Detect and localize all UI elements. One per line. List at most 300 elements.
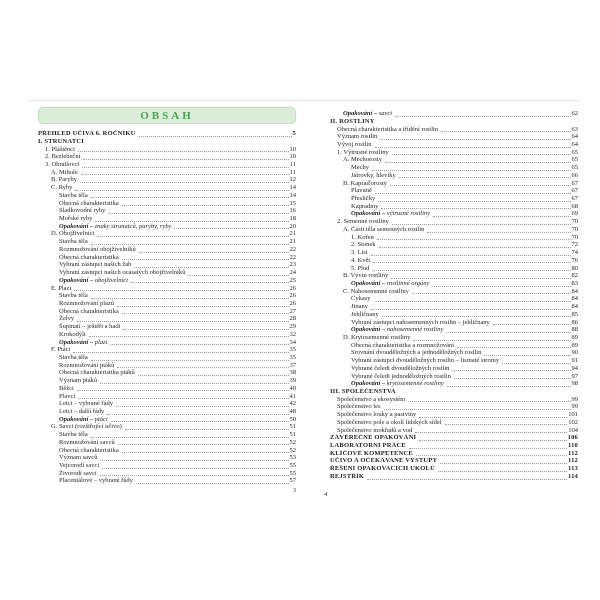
dot-leader xyxy=(413,340,570,341)
entry-page-number: 113 xyxy=(568,465,578,473)
entry-label: Obecná charakteristika a třídění rostlin xyxy=(337,125,439,133)
entry-page-number: 57 xyxy=(289,477,296,485)
entry-label: Obecná charakteristika xyxy=(59,253,119,261)
entry-label: Vybraní zástupci našich žab xyxy=(59,261,132,269)
toc-entry xyxy=(38,331,296,339)
dot-leader xyxy=(419,440,566,441)
dot-leader xyxy=(100,475,289,476)
entry-page-number: 28 xyxy=(289,315,296,323)
entry-page-number: 104 xyxy=(568,426,578,434)
toc-entry xyxy=(330,473,578,481)
toc-entry xyxy=(330,342,578,350)
toc-entry xyxy=(38,277,296,285)
entry-page-number: 70 xyxy=(571,218,578,226)
entry-page-number: 42 xyxy=(289,400,296,408)
toc-entry xyxy=(38,223,296,231)
dot-leader xyxy=(110,344,288,345)
dot-leader xyxy=(102,468,288,469)
entry-label: Vybrané čeledi jednoděložných rostlin xyxy=(351,372,451,380)
dot-leader xyxy=(371,255,571,256)
entry-page-number: 38 xyxy=(289,369,296,377)
toc-entry xyxy=(38,138,296,146)
dot-leader xyxy=(390,185,571,186)
dot-leader xyxy=(117,367,288,368)
entry-label: Opakování – nahosemenné rostliny xyxy=(351,326,444,334)
entry-page-number: 41 xyxy=(289,392,296,400)
entry-label: Játrovky, hlevíky xyxy=(351,171,396,179)
toc-entry xyxy=(330,434,578,442)
toc-entry xyxy=(38,145,296,153)
toc-entry xyxy=(330,218,578,226)
toc-entry xyxy=(330,125,578,133)
dot-leader xyxy=(107,414,288,415)
entry-label: Letci – další řády xyxy=(59,408,105,415)
dot-leader xyxy=(139,136,292,137)
entry-label: 4. Květ xyxy=(351,256,371,264)
entry-page-number: 22 xyxy=(289,245,296,253)
toc-entry xyxy=(38,308,296,316)
entry-label: A. Části těla semenných rostlin xyxy=(343,225,425,233)
entry-page-number: 99 xyxy=(571,395,578,403)
dot-leader xyxy=(440,463,567,464)
entry-page-number: 63 xyxy=(571,125,578,133)
dot-leader xyxy=(74,290,288,291)
toc-entry xyxy=(38,408,296,416)
entry-label: Obecná charakteristika xyxy=(59,446,119,454)
toc-entry xyxy=(38,400,296,408)
dot-leader xyxy=(139,252,289,253)
entry-label: Placentálové – vybrané řády xyxy=(59,477,133,485)
dot-leader xyxy=(375,193,571,194)
entry-page-number: 62 xyxy=(571,110,578,118)
dot-leader xyxy=(77,390,289,391)
entry-page-number: 14 xyxy=(289,184,296,192)
toc-entry xyxy=(330,234,578,242)
entry-label: Opakování – znaky strunatců, paryby, ryby xyxy=(59,222,172,230)
entry-label: 2. Stonek xyxy=(351,241,376,249)
entry-label: Opakování – výtrusné rostliny xyxy=(351,210,431,218)
entry-label: Společenstvo les xyxy=(337,403,381,411)
dot-leader xyxy=(452,370,570,371)
dot-leader xyxy=(419,417,567,418)
entry-label: A. Mechorosty xyxy=(343,156,382,164)
dot-leader xyxy=(123,329,288,330)
entry-page-number: 35 xyxy=(289,346,296,354)
dot-leader xyxy=(371,309,571,310)
dot-leader xyxy=(174,228,288,229)
entry-label: Společenstvo a ekosystém xyxy=(337,395,406,403)
entry-label: Obecná charakteristika xyxy=(59,307,119,315)
entry-page-number: 12 xyxy=(289,176,296,184)
toc-entry xyxy=(38,284,296,292)
toc-entry xyxy=(330,442,578,450)
toc-entry xyxy=(330,226,578,234)
toc-entry xyxy=(330,396,578,404)
dot-leader xyxy=(384,409,571,410)
toc-entry xyxy=(330,172,578,180)
dot-leader xyxy=(445,424,568,425)
entry-label: Vybraní zástupci našich ocasatých obojživelníků xyxy=(59,269,186,277)
toc-entry xyxy=(38,454,296,462)
entry-label: B. Paryby xyxy=(51,176,77,184)
entry-label: Opakování – savci xyxy=(343,110,393,118)
dot-leader xyxy=(416,455,567,456)
toc-entry xyxy=(330,210,578,218)
entry-page-number: 11 xyxy=(289,168,296,176)
dot-leader xyxy=(116,406,289,407)
entry-label: E. Plazi xyxy=(51,284,72,292)
toc-entry xyxy=(330,241,578,249)
entry-label: Rozmnožování savců xyxy=(59,438,115,446)
entry-page-number: 86 xyxy=(571,318,578,326)
dot-leader xyxy=(100,383,288,384)
dot-leader xyxy=(122,313,289,314)
toc-entry xyxy=(330,118,578,126)
entry-label: C. Ryby xyxy=(51,184,73,192)
entry-page-number: 72 xyxy=(571,241,578,249)
dot-leader xyxy=(438,471,567,472)
entry-label: Obecná charakteristika ptáků xyxy=(59,369,135,377)
entry-label: Mořské ryby xyxy=(59,215,93,223)
entry-page-number: 32 xyxy=(289,330,296,338)
entry-page-number: 85 xyxy=(571,310,578,318)
dot-leader xyxy=(446,332,570,333)
toc-entry xyxy=(38,215,296,223)
entry-label: D. Obojživelníci xyxy=(51,230,95,238)
entry-page-number: 91 xyxy=(571,357,578,365)
entry-label: Stavba těla xyxy=(59,431,88,439)
toc-entry xyxy=(38,354,296,362)
entry-page-number: 23 xyxy=(289,261,296,269)
dot-leader xyxy=(385,162,571,163)
entry-label: B. Kapraďorosty xyxy=(343,179,387,187)
toc-list xyxy=(38,130,296,485)
entry-page-number: 110 xyxy=(568,442,578,450)
toc-entry xyxy=(330,403,578,411)
entry-page-number: 70 xyxy=(571,225,578,233)
toc-entry xyxy=(38,431,296,439)
dot-leader xyxy=(95,221,288,222)
entry-page-number: 51 xyxy=(289,431,296,439)
entry-label: 2. Semenné rostliny xyxy=(337,218,389,226)
toc-entry xyxy=(330,465,578,473)
entry-page-number: 24 xyxy=(289,269,296,277)
dot-leader xyxy=(502,363,570,364)
entry-page-number: 112 xyxy=(568,449,578,457)
entry-page-number: 112 xyxy=(568,457,578,465)
toc-list xyxy=(330,110,578,481)
entry-page-number: 69 xyxy=(571,210,578,218)
toc-entry xyxy=(330,388,578,396)
toc-entry xyxy=(38,192,296,200)
toc-entry xyxy=(38,439,296,447)
dot-leader xyxy=(111,421,289,422)
toc-entry xyxy=(330,257,578,265)
folio-left: 3 xyxy=(292,487,296,494)
entry-label: Opakování – rostlinné orgány xyxy=(351,279,430,287)
entry-label: Vybraní zástupci nahosemenných rostlin – jehličnany xyxy=(351,318,490,326)
toc-entry xyxy=(330,450,578,458)
dot-leader xyxy=(122,452,289,453)
dot-leader xyxy=(118,444,289,445)
entry-page-number: 18 xyxy=(289,215,296,223)
toc-entry xyxy=(330,365,578,373)
dot-leader xyxy=(392,154,571,155)
entry-label: Obecná charakteristika xyxy=(59,199,119,207)
entry-page-number: 52 xyxy=(289,446,296,454)
entry-label: Vybrané čeledi dvouděložných rostlin xyxy=(351,364,450,372)
toc-entry xyxy=(330,457,578,465)
toc-entry xyxy=(330,187,578,195)
entry-label: Význam savců xyxy=(59,454,98,462)
dot-leader xyxy=(380,139,570,140)
entry-label: ŘEŠENÍ OPAKOVACÍCH ÚKOLŮ xyxy=(330,465,435,473)
entry-page-number: 35 xyxy=(289,353,296,361)
entry-label: D. Krytosemenné rostliny xyxy=(343,333,411,341)
dot-leader xyxy=(375,147,571,148)
toc-entry xyxy=(38,315,296,323)
entry-page-number: 76 xyxy=(571,256,578,264)
entry-label: Společenstvo mokřadů a vod xyxy=(337,426,413,434)
toc-entry xyxy=(38,446,296,454)
toc-entry xyxy=(330,303,578,311)
dot-leader xyxy=(454,378,571,379)
dot-leader xyxy=(73,352,288,353)
entry-page-number: 27 xyxy=(289,307,296,315)
toc-entry xyxy=(330,411,578,419)
dot-leader xyxy=(372,170,570,171)
entry-label: Obecná charakteristika a rozmnožování xyxy=(351,341,455,349)
dot-leader xyxy=(433,216,570,217)
dot-leader xyxy=(412,293,571,294)
entry-label: Kapradiny xyxy=(351,202,379,210)
toc-entry xyxy=(38,477,296,485)
entry-page-number: 26 xyxy=(289,284,296,292)
toc-entry xyxy=(38,362,296,370)
entry-label: Význam ptáků xyxy=(59,377,98,385)
entry-page-number: 21 xyxy=(289,238,296,246)
entry-label: Plavuně xyxy=(351,187,372,195)
entry-label: Společenstvo louky a pastviny xyxy=(337,411,417,419)
entry-page-number: 70 xyxy=(571,233,578,241)
entry-page-number: 10 xyxy=(289,153,296,161)
toc-entry xyxy=(330,110,578,118)
dot-leader xyxy=(89,336,289,337)
entry-page-number: 88 xyxy=(571,326,578,334)
entry-label: Vejcorodí savci xyxy=(59,462,100,470)
dot-leader xyxy=(91,244,289,245)
entry-label: KLÍČOVÉ KOMPETENCE xyxy=(330,449,413,457)
entry-label: UČIVO A OČEKÁVANÉ VÝSTUPY xyxy=(330,457,438,465)
entry-page-number: 48 xyxy=(289,408,296,415)
entry-page-number: 89 xyxy=(571,333,578,341)
entry-label: Význam rostlin xyxy=(337,133,378,141)
dot-leader xyxy=(91,197,289,198)
entry-page-number: 55 xyxy=(289,462,296,470)
toc-entry xyxy=(38,254,296,262)
toc-entry xyxy=(330,195,578,203)
toc-entry xyxy=(330,288,578,296)
entry-label: PŘEHLED UČIVA 6. ROČNÍKU xyxy=(38,130,136,138)
entry-label: Rozmnožování obojživelníků xyxy=(59,245,136,253)
dot-leader xyxy=(122,259,289,260)
entry-page-number: 5 xyxy=(292,130,296,138)
toc-entry xyxy=(330,280,578,288)
entry-page-number: 52 xyxy=(289,438,296,446)
entry-page-number: 67 xyxy=(571,195,578,203)
entry-page-number: 26 xyxy=(289,292,296,300)
entry-label: REJSTŘÍK xyxy=(330,472,365,480)
entry-page-number: 67 xyxy=(571,179,578,187)
entry-label: LABORATORNÍ PRÁCE xyxy=(330,442,406,450)
entry-label: ZÁVĚREČNÉ OPAKOVÁNÍ xyxy=(330,434,417,442)
entry-page-number: 64 xyxy=(571,133,578,141)
toc-entry xyxy=(330,357,578,365)
dot-leader xyxy=(427,232,570,233)
dot-leader xyxy=(138,375,289,376)
entry-page-number: 67 xyxy=(571,187,578,195)
toc-entry xyxy=(330,334,578,342)
entry-page-number: 20 xyxy=(289,222,296,230)
dot-leader xyxy=(97,236,288,237)
toc-entry xyxy=(38,246,296,254)
entry-label: B. Vývin rostliny xyxy=(343,272,389,280)
toc-entry xyxy=(38,269,296,277)
entry-page-number: 21 xyxy=(289,230,296,238)
dot-leader xyxy=(391,278,570,279)
entry-page-number: 14 xyxy=(289,191,296,199)
toc-entry xyxy=(330,295,578,303)
dot-leader xyxy=(108,213,288,214)
toc-entry xyxy=(38,153,296,161)
toc-entry xyxy=(38,385,296,393)
folio-right: 4 xyxy=(324,491,328,498)
toc-page-left xyxy=(38,107,296,485)
entry-page-number: 89 xyxy=(571,341,578,349)
entry-page-number: 50 xyxy=(289,415,296,423)
toc-entry xyxy=(330,419,578,427)
entry-label: Stavba těla xyxy=(59,238,88,246)
toc-entry xyxy=(38,292,296,300)
entry-label: Srovnání dvouděložných a jednoděložných rostlin xyxy=(351,349,482,357)
dot-leader xyxy=(131,282,289,283)
entry-label: 1. Výtrusné rostliny xyxy=(337,148,389,156)
toc-entry xyxy=(38,161,296,169)
toc-entry xyxy=(330,133,578,141)
dot-leader xyxy=(377,239,571,240)
entry-page-number: 16 xyxy=(289,207,296,215)
obsah-title: OBSAH xyxy=(140,109,194,122)
entry-page-number: 114 xyxy=(568,472,578,480)
entry-page-number: 15 xyxy=(289,199,296,207)
toc-entry xyxy=(330,311,578,319)
entry-page-number: 10 xyxy=(289,145,296,153)
dot-leader xyxy=(91,298,289,299)
entry-label: Přesličky xyxy=(351,195,376,203)
toc-entry xyxy=(38,470,296,478)
entry-page-number: 90 xyxy=(571,349,578,357)
entry-page-number: 68 xyxy=(571,202,578,210)
entry-page-number: 98 xyxy=(571,380,578,388)
entry-page-number: 106 xyxy=(567,434,578,442)
entry-label: III. SPOLEČENSTVA xyxy=(330,388,396,395)
toc-entry xyxy=(38,323,296,331)
toc-entry xyxy=(330,141,578,149)
toc-entry xyxy=(330,149,578,157)
dot-leader xyxy=(78,398,288,399)
dot-leader xyxy=(91,437,289,438)
toc-entry xyxy=(330,349,578,357)
dot-leader xyxy=(415,432,567,433)
entry-label: 2. Bezlebeční xyxy=(45,153,81,161)
entry-label: Krokodýli xyxy=(59,330,86,338)
toc-entry xyxy=(38,369,296,377)
dot-leader xyxy=(441,131,570,132)
toc-entry xyxy=(330,179,578,187)
entry-page-number: 55 xyxy=(289,469,296,477)
entry-label: I. STRUNATCI xyxy=(38,137,84,145)
entry-page-number: 29 xyxy=(289,323,296,331)
entry-page-number: 84 xyxy=(571,303,578,311)
entry-label: F. Ptáci xyxy=(51,346,71,354)
dot-leader xyxy=(136,483,289,484)
dot-leader xyxy=(134,267,288,268)
entry-label: Běžci xyxy=(59,384,74,392)
toc-entry xyxy=(38,416,296,424)
dot-leader xyxy=(122,205,289,206)
dot-leader xyxy=(373,262,570,263)
dot-leader xyxy=(81,174,289,175)
toc-entry xyxy=(330,249,578,257)
obsah-title-box xyxy=(38,107,296,124)
entry-page-number: 39 xyxy=(289,377,296,385)
entry-page-number: 74 xyxy=(571,249,578,257)
entry-label: Vývoj rostlin xyxy=(337,141,372,148)
entry-label: Rozmnožování plazů xyxy=(59,299,115,307)
dot-leader xyxy=(378,201,570,202)
entry-page-number: 66 xyxy=(571,171,578,179)
entry-page-number: 65 xyxy=(571,148,578,156)
entry-page-number: 53 xyxy=(289,454,296,462)
toc-entry xyxy=(38,230,296,238)
entry-label: A. Mihule xyxy=(51,168,78,176)
entry-label: Vybraní zástupci dvouděložných rostlin – listnaté stromy xyxy=(351,357,500,365)
entry-label: 1. Kořen xyxy=(351,233,374,241)
dot-leader xyxy=(395,116,570,117)
dot-leader xyxy=(82,167,288,168)
dot-leader xyxy=(484,355,570,356)
entry-page-number: 94 xyxy=(571,364,578,372)
entry-label: Opakování – obojživelníci xyxy=(59,276,128,284)
toc-entry xyxy=(330,264,578,272)
dot-leader xyxy=(117,306,288,307)
entry-page-number: 22 xyxy=(289,253,296,261)
entry-page-number: 37 xyxy=(289,361,296,369)
entry-page-number: 26 xyxy=(289,299,296,307)
entry-page-number: 25 xyxy=(289,276,296,284)
entry-label: Sladkovodní ryby xyxy=(59,207,106,215)
dot-leader xyxy=(83,159,288,160)
toc-entry xyxy=(38,184,296,192)
toc-entry xyxy=(330,380,578,388)
entry-label: 3. Obratlovci xyxy=(45,161,80,168)
entry-label: 1. Pláštěnci xyxy=(45,145,75,153)
toc-entry xyxy=(330,156,578,164)
entry-page-number: 101 xyxy=(568,411,578,419)
toc-entry xyxy=(330,203,578,211)
toc-entry xyxy=(330,426,578,434)
entry-page-number: 64 xyxy=(571,141,578,148)
